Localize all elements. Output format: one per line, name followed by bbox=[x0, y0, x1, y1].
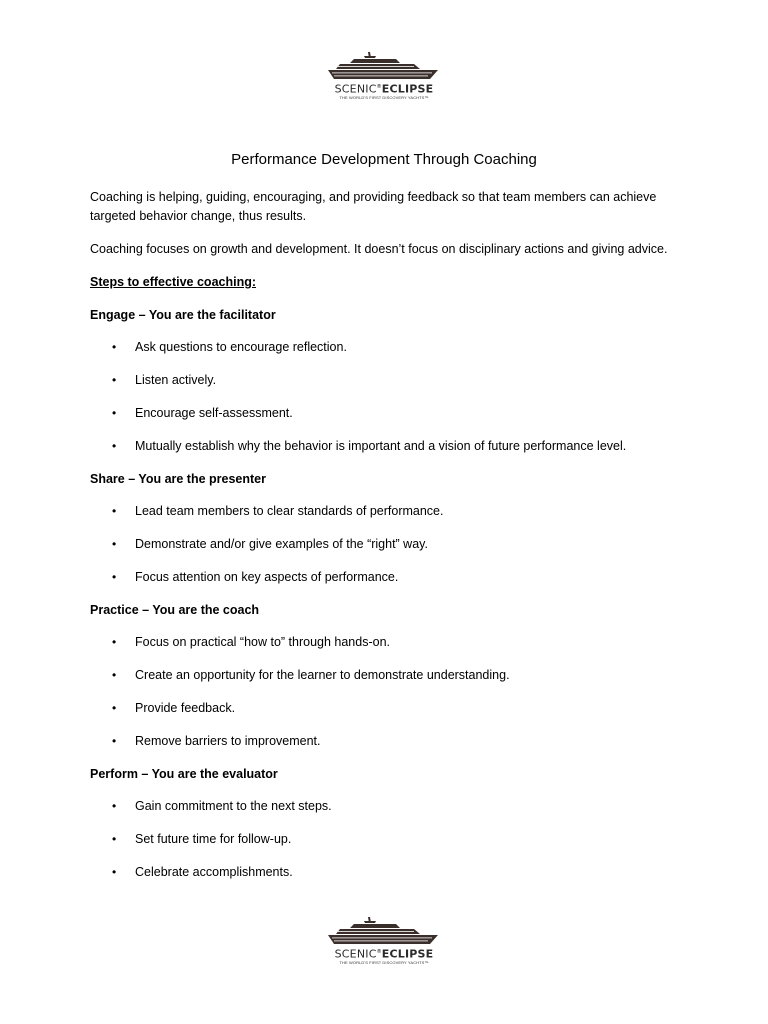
page-title: Performance Development Through Coaching bbox=[231, 151, 537, 168]
list-item: • Gain commitment to the next steps. bbox=[90, 797, 690, 816]
yacht-icon bbox=[326, 915, 442, 947]
steps-heading: Steps to effective coaching: bbox=[90, 275, 257, 289]
bullet-icon: • bbox=[112, 340, 117, 354]
bullet-icon: • bbox=[112, 537, 117, 551]
brand-wordmark: SCENIC®ECLIPSE bbox=[334, 82, 434, 96]
list-item: • Lead team members to clear standards of performance. bbox=[90, 502, 690, 521]
list-item: • Remove barriers to improvement. bbox=[90, 732, 690, 751]
yacht-icon bbox=[326, 50, 442, 82]
section-heading-practice: Practice – You are the coach bbox=[90, 603, 260, 617]
bullet-list-perform bbox=[90, 797, 690, 882]
bullet-list-share bbox=[90, 502, 690, 587]
bullet-list-practice bbox=[90, 633, 690, 751]
bullet-icon: • bbox=[112, 373, 117, 387]
bullet-icon: • bbox=[112, 734, 117, 748]
intro-paragraph: Coaching focuses on growth and development. It doesn’t focus on disciplinary actions and giving advice. bbox=[90, 242, 668, 256]
list-item: • Celebrate accomplishments. bbox=[90, 863, 690, 882]
bullet-icon: • bbox=[112, 832, 117, 846]
list-item: • Ask questions to encourage reflection. bbox=[90, 338, 690, 357]
brand-wordmark: SCENIC®ECLIPSE bbox=[334, 947, 434, 961]
section-heading-perform: Perform – You are the evaluator bbox=[90, 767, 278, 781]
list-item: • Set future time for follow-up. bbox=[90, 830, 690, 849]
bullet-icon: • bbox=[112, 668, 117, 682]
bullet-icon: • bbox=[112, 406, 117, 420]
list-item: • Demonstrate and/or give examples of the “right” way. bbox=[90, 535, 690, 554]
list-item: • Encourage self-assessment. bbox=[90, 404, 690, 423]
bullet-icon: • bbox=[112, 799, 117, 813]
brand-tagline: THE WORLD'S FIRST DISCOVERY YACHTS™ bbox=[339, 960, 429, 965]
bullet-icon: • bbox=[112, 504, 117, 518]
bullet-icon: • bbox=[112, 439, 117, 453]
list-item: • Provide feedback. bbox=[90, 699, 690, 718]
document-body bbox=[90, 188, 690, 896]
list-item: • Listen actively. bbox=[90, 371, 690, 390]
intro-paragraph: Coaching is helping, guiding, encouraging, and providing feedback so that team members can achieve targeted behavior change, thus results. bbox=[90, 190, 657, 223]
scenic-eclipse-logo bbox=[326, 50, 442, 106]
section-heading-engage: Engage – You are the facilitator bbox=[90, 308, 276, 322]
list-item: • Mutually establish why the behavior is important and a vision of future performance level. bbox=[90, 437, 690, 456]
list-item: • Focus attention on key aspects of performance. bbox=[90, 568, 690, 587]
brand-tagline: THE WORLD'S FIRST DISCOVERY YACHTS™ bbox=[339, 95, 429, 100]
bullet-icon: • bbox=[112, 570, 117, 584]
list-item: • Create an opportunity for the learner to demonstrate understanding. bbox=[90, 666, 690, 685]
bullet-icon: • bbox=[112, 635, 117, 649]
bullet-list-engage bbox=[90, 338, 690, 456]
bullet-icon: • bbox=[112, 701, 117, 715]
section-heading-share: Share – You are the presenter bbox=[90, 472, 267, 486]
list-item: • Focus on practical “how to” through hands-on. bbox=[90, 633, 690, 652]
scenic-eclipse-logo-footer bbox=[326, 915, 442, 971]
bullet-icon: • bbox=[112, 865, 117, 879]
